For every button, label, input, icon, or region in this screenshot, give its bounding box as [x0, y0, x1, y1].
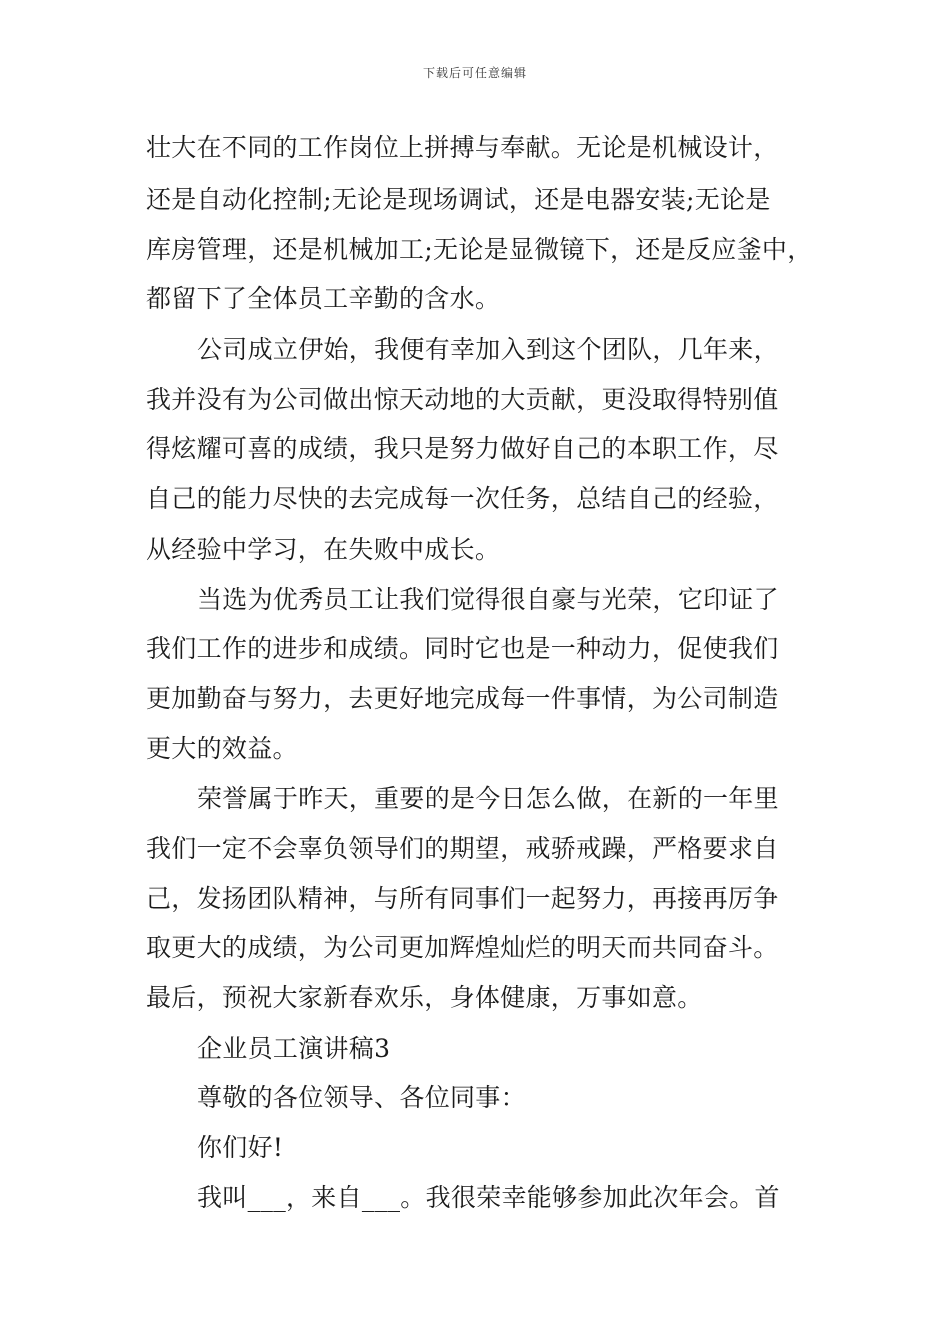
text-line: 我们一定不会辜负领导们的期望，戒骄戒躁，严格要求自 — [146, 834, 779, 863]
text-line: 还是自动化控制;无论是现场调试，还是电器安装;无论是 — [146, 185, 771, 214]
page-header: 下载后可任意编辑 — [422, 66, 527, 80]
text-line: 取更大的成绩，为公司更加辉煌灿烂的明天而共同奋斗。 — [146, 933, 779, 962]
text-line: 我们工作的进步和成绩。同时它也是一种动力，促使我们 — [146, 634, 779, 663]
text-line: 壮大在不同的工作岗位上拼搏与奉献。无论是机械设计， — [146, 133, 779, 162]
text-line: 最后，预祝大家新春欢乐，身体健康，万事如意。 — [146, 983, 703, 1012]
text-line: 更大的效益。 — [146, 734, 298, 763]
greeting: 你们好! — [197, 1133, 284, 1162]
text-line: 己，发扬团队精神，与所有同事们一起努力，再接再厉争 — [146, 884, 779, 913]
text-line: 我并没有为公司做出惊天动地的大贡献，更没取得特别值 — [146, 385, 779, 414]
text-line: 自己的能力尽快的去完成每一次任务，总结自己的经验， — [146, 484, 779, 513]
text-line: 得炫耀可喜的成绩，我只是努力做好自己的本职工作，尽 — [146, 434, 779, 463]
paragraph-first-line: 公司成立伊始，我便有幸加入到这个团队，几年来， — [197, 335, 779, 364]
salutation: 尊敬的各位领导、各位同事： — [197, 1083, 526, 1112]
text-line: 都留下了全体员工辛勤的含水。 — [146, 284, 501, 313]
paragraph-first-line: 当选为优秀员工让我们觉得很自豪与光荣，它印证了 — [197, 585, 779, 614]
section-heading: 企业员工演讲稿3 — [197, 1034, 391, 1063]
text-line: 库房管理，还是机械加工;无论是显微镜下，还是反应釜中， — [146, 235, 813, 264]
text-line: 更加勤奋与努力，去更好地完成每一件事情，为公司制造 — [146, 684, 779, 713]
text-line: 从经验中学习，在失败中成长。 — [146, 535, 501, 564]
paragraph-first-line: 荣誉属于昨天，重要的是今日怎么做，在新的一年里 — [197, 784, 779, 813]
paragraph-first-line: 我叫___，来自___。我很荣幸能够参加此次年会。首 — [197, 1183, 780, 1212]
